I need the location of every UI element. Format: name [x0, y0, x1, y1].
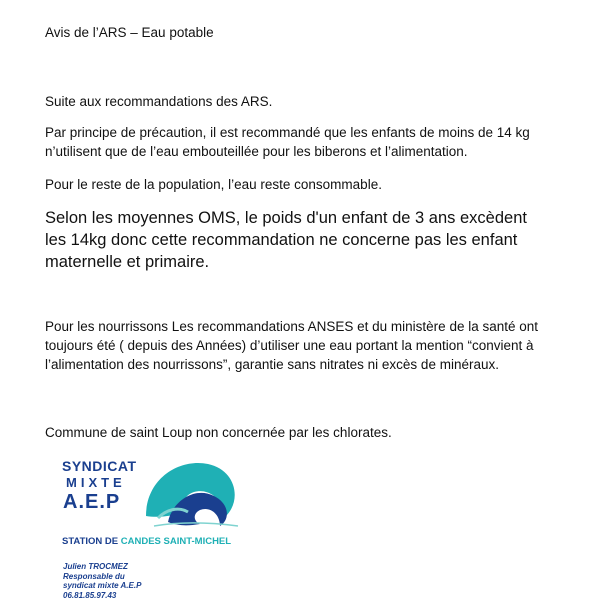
syndicat-logo — [60, 456, 250, 556]
logo-line-mixte: MIXTE — [66, 475, 126, 490]
paragraph-ars-recommendations: Suite aux recommandations des ARS. — [45, 94, 273, 109]
signature-block — [63, 562, 141, 600]
paragraph-population: Pour le reste de la population, l’eau reste consommable. — [45, 177, 382, 192]
precaution-line-2: n’utilisent que de l’eau embouteillée pour les biberons et l’alimentation. — [45, 144, 468, 159]
wave-icon — [138, 456, 244, 528]
precaution-line-1: Par principe de précaution, il est recommandé que les enfants de moins de 14 kg — [45, 125, 530, 140]
logo-station-name: CANDES SAINT-MICHEL — [120, 536, 232, 547]
oms-line-1: Selon les moyennes OMS, le poids d'un enfant de 3 ans excèdent — [45, 209, 527, 227]
signature-role-2: syndicat mixte A.E.P — [63, 581, 142, 590]
nourrissons-line-1: Pour les nourrissons Les recommandations ANSES et du ministère de la santé ont — [45, 319, 539, 334]
logo-station-line — [62, 536, 231, 547]
oms-line-3: maternelle et primaire. — [45, 253, 210, 271]
logo-line-syndicat: SYNDICAT — [62, 458, 137, 474]
nourrissons-line-3: l’alimentation des nourrissons”, garantie sans nitrates ni excès de minéraux. — [45, 357, 499, 372]
signature-role-1: Responsable du — [63, 571, 125, 581]
oms-line-2: les 14kg donc cette recommandation ne concerne pas les enfant — [45, 231, 518, 249]
nourrissons-line-2: toujours été ( depuis des Années) d’utiliser une eau portant la mention “convient à — [45, 338, 534, 353]
document-title: Avis de l’ARS – Eau potable — [45, 25, 214, 40]
logo-station-prefix: STATION DE — [62, 536, 121, 547]
signature-name: Julien TROCMEZ — [63, 562, 128, 571]
logo-line-aep: A.E.P — [63, 491, 121, 513]
signature-phone: 06.81.85.97.43 — [63, 590, 117, 600]
paragraph-chlorates: Commune de saint Loup non concernée par les chlorates. — [45, 425, 392, 440]
